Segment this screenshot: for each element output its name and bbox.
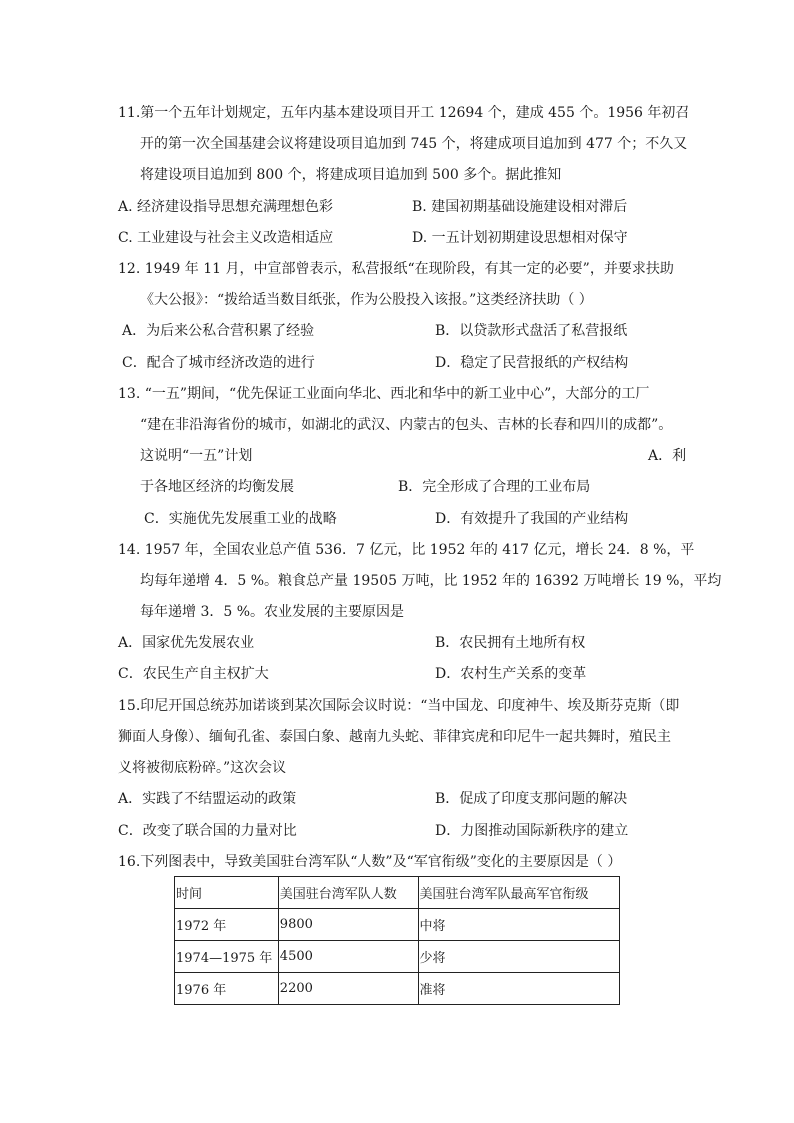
q14-option-d[interactable]: D．农村生产关系的变革	[435, 666, 587, 682]
us-troops-taiwan-table	[174, 876, 620, 1005]
table-cell-time: 1974—1975 年	[175, 941, 279, 973]
q14-stem-line2: 均每年递增 4．5 %。粮食总产量 19505 万吨，比 1952 年的 16392 万吨增长 19 %，平均	[140, 573, 722, 589]
q16-stem-line1: 16.下列图表中，导致美国驻台湾军队“人数”及“军官衔级”变化的主要原因是（ ）	[118, 854, 622, 870]
q11-option-d[interactable]: D. 一五计划初期建设思想相对保守	[412, 230, 628, 246]
q11-stem-line3: 将建设项目追加到 800 个，将建成项目追加到 500 多个。据此推知	[140, 167, 562, 183]
q11-option-a[interactable]: A. 经济建设指导思想充满理想色彩	[118, 199, 334, 215]
table-header-row	[175, 877, 620, 909]
q14-stem-line3: 每年递增 3．5 %。农业发展的主要原因是	[140, 604, 405, 620]
q15-option-b[interactable]: B．促成了印度支那问题的解决	[435, 791, 628, 807]
q12-option-a[interactable]: A．为后来公私合营积累了经验	[122, 323, 315, 339]
table-cell-time: 1972 年	[175, 909, 279, 941]
q14-stem-line1: 14. 1957 年，全国农业总产值 536．7 亿元，比 1952 年的 417 亿元，增长 24．8 %，平	[118, 542, 695, 558]
q13-stem-line3: 这说明“一五”计划	[140, 448, 253, 464]
q13-stem-line1: 13. “一五”期间，“优先保证工业面向华北、西北和华中的新工业中心”，大部分的工厂	[118, 386, 650, 402]
q15-option-c[interactable]: C．改变了联合国的力量对比	[118, 823, 297, 839]
q12-option-d[interactable]: D．稳定了民营报纸的产权结构	[435, 355, 629, 371]
q11-option-b[interactable]: B. 建国初期基础设施建设相对滞后	[412, 199, 628, 215]
q13-stem-line2: “建在非沿海省份的城市，如湖北的武汉、内蒙古的包头、吉林的长春和四川的成都”。	[140, 417, 673, 433]
q15-option-a[interactable]: A．实践了不结盟运动的政策	[118, 791, 297, 807]
table-row	[175, 941, 620, 973]
q13-option-d[interactable]: D．有效提升了我国的产业结构	[435, 511, 629, 527]
q15-stem-line3: 义将被彻底粉碎。”这次会议	[118, 760, 287, 776]
table-row	[175, 973, 620, 1005]
q14-option-a[interactable]: A．国家优先发展农业	[118, 635, 255, 651]
table-cell-rank: 中将	[418, 909, 620, 941]
q11-option-c[interactable]: C. 工业建设与社会主义改造相适应	[118, 230, 334, 246]
q12-option-c[interactable]: C．配合了城市经济改造的进行	[122, 355, 315, 371]
table-cell-rank: 准将	[418, 973, 620, 1005]
table-row	[175, 909, 620, 941]
table-cell-count: 2200	[278, 973, 418, 1005]
q14-option-c[interactable]: C．农民生产自主权扩大	[118, 666, 269, 682]
q15-option-d[interactable]: D．力图推动国际新秩序的建立	[435, 823, 629, 839]
q13-option-b[interactable]: B．完全形成了合理的工业布局	[398, 479, 591, 495]
q14-option-b[interactable]: B．农民拥有土地所有权	[435, 635, 586, 651]
q13-option-a-start[interactable]: A．利	[648, 448, 687, 464]
table-cell-count: 9800	[278, 909, 418, 941]
q11-stem-line2: 开的第一次全国基建会议将建设项目追加到 745 个，将建成项目追加到 477 个；不久又	[140, 136, 688, 152]
table-cell-rank: 少将	[418, 941, 620, 973]
table-cell-time: 1976 年	[175, 973, 279, 1005]
q13-option-c[interactable]: C．实施优先发展重工业的战略	[144, 511, 337, 527]
table-header-cell: 时间	[175, 877, 279, 909]
q15-stem-line2: 狮面人身像）、缅甸孔雀、泰国白象、越南九头蛇、菲律宾虎和印尼牛一起共舞时，殖民主	[118, 729, 671, 745]
table-header-cell: 美国驻台湾军队人数	[278, 877, 418, 909]
q12-option-b[interactable]: B．以贷款形式盘活了私营报纸	[435, 323, 628, 339]
q15-stem-line1: 15.印尼开国总统苏加诺谈到某次国际会议时说：“当中国龙、印度神牛、埃及斯芬克斯（即	[118, 698, 680, 714]
q13-option-a-cont[interactable]: 于各地区经济的均衡发展	[140, 479, 294, 495]
table-cell-count: 4500	[278, 941, 418, 973]
q12-stem-line1: 12. 1949 年 11 月，中宣部曾表示，私营报纸“在现阶段，有其一定的必要”，并要求扶助	[118, 261, 674, 277]
q12-stem-line2: 《大公报》：“拨给适当数目纸张，作为公股投入该报。”这类经济扶助（ ）	[140, 292, 593, 308]
q11-stem-line1: 11.第一个五年计划规定，五年内基本建设项目开工 12694 个，建成 455 个。1956 年初召	[118, 105, 690, 121]
table-header-cell: 美国驻台湾军队最高军官衔级	[418, 877, 620, 909]
